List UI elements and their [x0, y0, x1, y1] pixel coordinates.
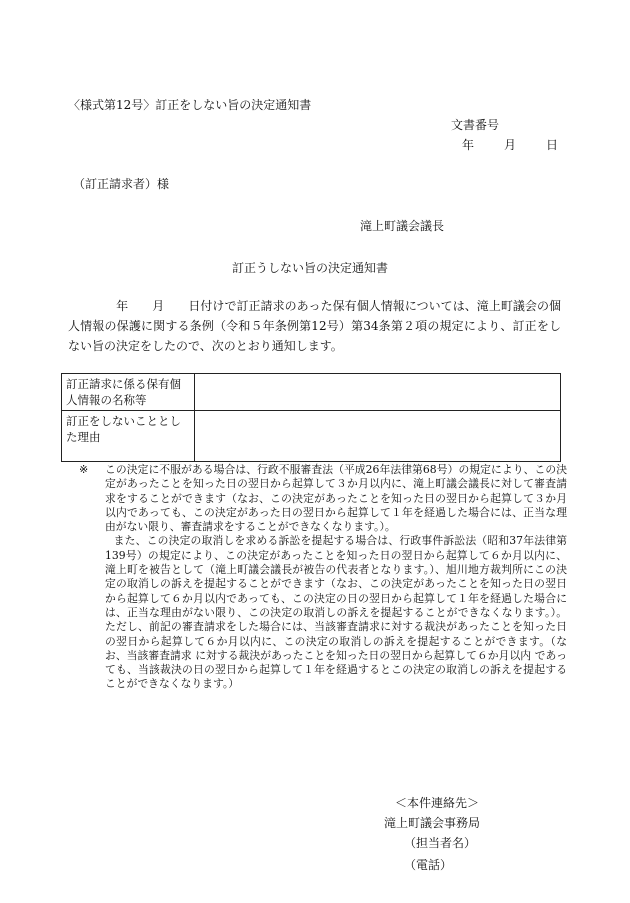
- contact-office: 滝上町議会事務局: [384, 816, 481, 830]
- table-label-cell: 訂正をしないこととした理由: [62, 411, 195, 462]
- document-date: [462, 137, 558, 153]
- contact-person: （担当者名）: [404, 836, 477, 850]
- document-title: 訂正うしない旨の決定通知書: [232, 261, 389, 275]
- note-paragraph-appeal: この決定に不服がある場合は、行政不服審査法（平成26年法律第68号）の規定により、この決定があったことを知った日の翌日から起算して３か月以内に、滝上町議会議長に対して審査請求をすることができます（なお、この決定があったことを知った日の翌日から起算して３か月以内であっても、この決定があった日の翌日から起算して１年を経過した場合には、正当な理由がない限り、審査請求をすることができなくなります。）。: [105, 463, 567, 534]
- note-mark: ※: [79, 463, 89, 476]
- date-month: 月: [504, 138, 517, 152]
- info-table: [61, 373, 561, 462]
- note-paragraph-lawsuit: また、この決定の取消しを求める訴訟を提起する場合は、行政事件訴訟法（昭和37年法律第139号）の規定により、この決定があったことを知った日の翌日から起算して６か月以内に、滝上町を被告として（滝上町議会議長が被告の代表者となります。）、旭川地方裁判所にこの決定の取消しの訴えを提起することができます（なお、この決定があったことを知った日の翌日から起算して６か月以内であっても、この決定の日の翌日から起算して１年を経過した場合には、正当な理由がない限り、この決定の取消しの訴えを提起することができなくなります。）。ただし、前記の審査請求をした場合には、当該審査請求に対する裁決があったことを知った日の翌日から起算して６か月以内に、この決定の取消しの訴えを提起することができます。（なお、当該審査請求 に対する裁決があったことを知った日の翌日から起算して６か月以内 であっても、当該裁決の日の翌日から起算して１年を経過するとこの決定の取消しの訴えを提起することができなくなります。）: [105, 534, 567, 691]
- table-value-cell: [195, 411, 561, 462]
- body-paragraph: 年 月 日付けで訂正請求のあった保有個人情報については、滝上町議会の個人情報の保護に関する条例（令和５年条例第12号）第34条第２項の規定により、訂正をしない旨の決定をしたので、次のとおり通知します。: [68, 299, 561, 353]
- date-year: 年: [462, 138, 475, 152]
- table-value-cell: [195, 374, 561, 411]
- document-number-label: 文書番号: [451, 118, 500, 132]
- contact-heading: ＜本件連絡先＞: [395, 796, 480, 810]
- recipient: （訂正請求者）様: [73, 177, 170, 191]
- form-label: 〈様式第12号〉訂正をしない旨の決定通知書: [68, 98, 312, 112]
- table-row: [62, 374, 561, 411]
- body-text: [68, 296, 561, 356]
- table-row: [62, 411, 561, 462]
- table-label-cell: 訂正請求に係る保有個人情報の名称等: [62, 374, 195, 411]
- date-day: 日: [546, 138, 559, 152]
- sender: 滝上町議会議長: [360, 219, 445, 233]
- notes: [105, 463, 567, 692]
- contact-phone: （電話）: [404, 858, 453, 872]
